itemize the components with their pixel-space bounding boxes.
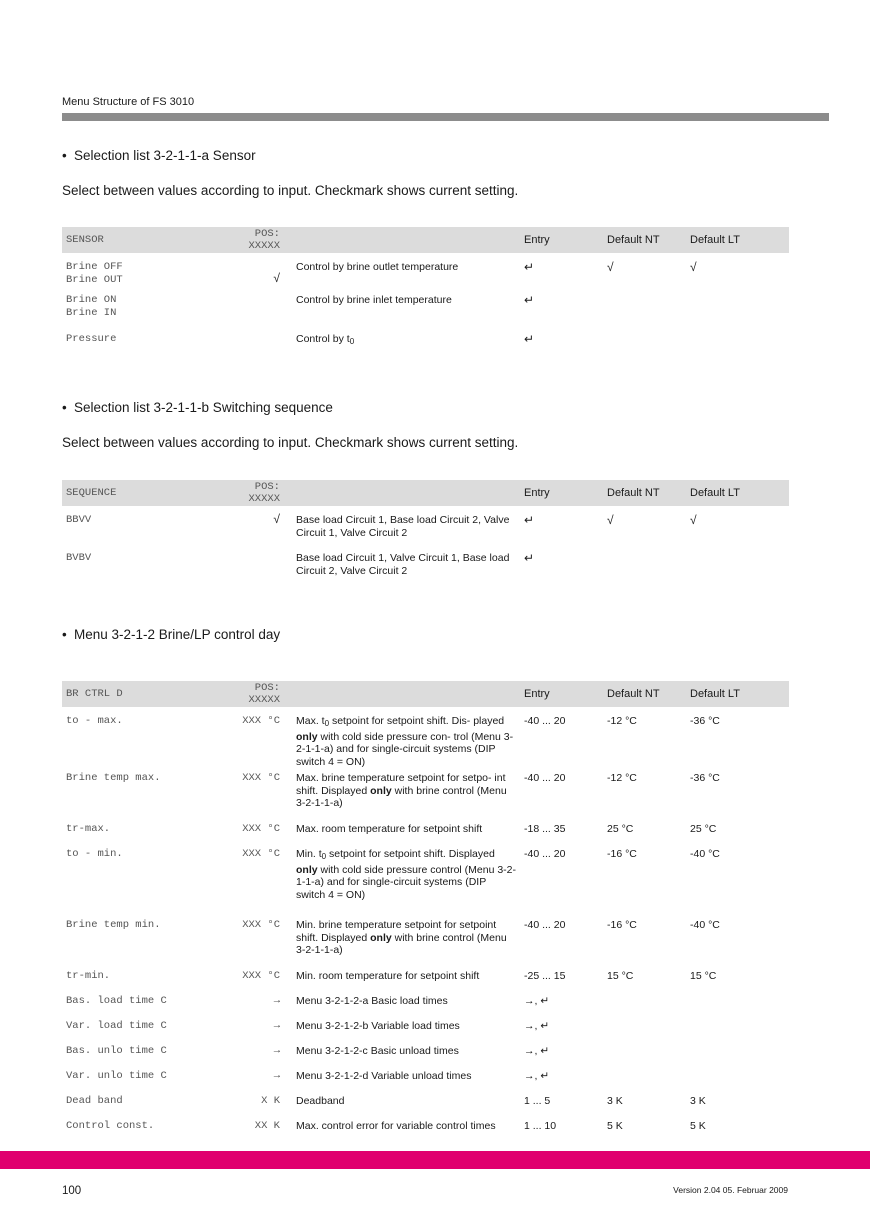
row-pos: → [273, 1020, 280, 1032]
sequence-intro: Select between values according to input. Checkmark shows current setting. [62, 435, 519, 450]
row-entry: →, ↵ [524, 1020, 550, 1032]
row-lt: √ [690, 513, 697, 527]
row-nt: 25 °C [607, 823, 634, 835]
row-name: Pressure [66, 333, 117, 345]
brctrl-section [62, 627, 789, 642]
row-name: Dead band [66, 1095, 123, 1107]
row-lt [690, 1020, 789, 1045]
row-entry: 1 ... 5 [524, 1095, 551, 1107]
row-nt: 3 K [607, 1095, 623, 1107]
brctrl-table-wrap [62, 681, 789, 1145]
row-entry: -40 ... 20 [524, 715, 566, 727]
row-name: BBVV [66, 514, 92, 526]
table-row [62, 1045, 789, 1070]
row-check [222, 292, 296, 329]
row-entry: ↵ [524, 260, 535, 274]
row-name: tr-max. [66, 823, 111, 835]
table-header-row [62, 480, 789, 506]
row-nt [607, 1070, 690, 1095]
row-name: Var. unlo time C [66, 1070, 167, 1082]
row-name: to - min. [66, 848, 123, 860]
col-pos-header: POS: XXXXX [248, 228, 280, 252]
row-nt: -16 °C [607, 848, 637, 860]
table-row [62, 995, 789, 1020]
table-header-row [62, 227, 789, 253]
row-pos: XXX °C [242, 848, 280, 860]
row-name: Bas. unlo time C [66, 1045, 167, 1057]
table-row [62, 823, 789, 848]
row-name: Brine OFF Brine OUT [66, 261, 123, 286]
row-desc: Menu 3-2-1-2-c Basic unload times [296, 1045, 459, 1057]
sensor-intro: Select between values according to input. Checkmark shows current setting. [62, 183, 519, 198]
row-name: Brine ON Brine IN [66, 294, 117, 319]
table-row [62, 292, 789, 329]
row-lt: 5 K [690, 1120, 706, 1132]
row-lt [690, 1070, 789, 1095]
header-rule [62, 113, 829, 121]
sensor-table-wrap [62, 227, 789, 349]
row-entry: -40 ... 20 [524, 772, 566, 784]
row-check: √ [273, 512, 280, 526]
row-pos: XXX °C [242, 919, 280, 931]
row-lt: √ [690, 260, 697, 274]
table-row [62, 772, 789, 823]
row-lt: -40 °C [690, 848, 720, 860]
row-desc: Menu 3-2-1-2-a Basic load times [296, 995, 448, 1007]
row-entry: 1 ... 10 [524, 1120, 557, 1132]
row-nt [607, 1045, 690, 1070]
table-row [62, 1020, 789, 1045]
row-pos: → [273, 995, 280, 1007]
col-nt-header: Default NT [607, 487, 660, 499]
row-nt: √ [607, 260, 614, 274]
col-pos-header: POS: XXXXX [248, 481, 280, 505]
row-entry: -18 ... 35 [524, 823, 566, 835]
table-row [62, 506, 789, 552]
row-entry: -40 ... 20 [524, 919, 566, 931]
col-entry-header: Entry [524, 234, 550, 246]
row-pos: → [273, 1045, 280, 1057]
row-pos: XXX °C [242, 970, 280, 982]
table-row [62, 970, 789, 995]
row-nt: -12 °C [607, 715, 637, 727]
row-lt: 25 °C [690, 823, 717, 835]
table-row [62, 329, 789, 349]
table-row [62, 552, 789, 577]
table-row [62, 919, 789, 970]
col-nt-header: Default NT [607, 234, 660, 246]
col-nt-header: Default NT [607, 688, 660, 700]
row-desc: Max. $t_0$ setpoint for setpoint shift. Dis- played only with cold side pressure con- trol (Menu 3-2-1-1-a) and for single-circuit systems (DIP switch 4 = ON) [296, 715, 514, 768]
row-pos: X K [261, 1095, 280, 1107]
row-desc: Menu 3-2-1-2-b Variable load times [296, 1020, 460, 1032]
sequence-table-wrap [62, 480, 789, 577]
table-row [62, 848, 789, 919]
row-nt [607, 1020, 690, 1045]
sequence-table [62, 480, 789, 577]
row-desc: Base load Circuit 1, Valve Circuit 1, Base load Circuit 2, Valve Circuit 2 [296, 552, 510, 577]
row-desc: Min. room temperature for setpoint shift [296, 970, 480, 982]
table-row [62, 707, 789, 772]
brctrl-table [62, 681, 789, 1145]
row-entry: →, ↵ [524, 1045, 550, 1057]
row-entry: -40 ... 20 [524, 848, 566, 860]
row-name: Brine temp max. [66, 772, 161, 784]
col-pos-header: POS: XXXXX [248, 682, 280, 706]
row-entry: →, ↵ [524, 1070, 550, 1082]
row-desc: Max. control error for variable control times [296, 1120, 496, 1132]
row-desc: Control by $t_0$ [296, 333, 355, 346]
row-pos: → [273, 1070, 280, 1082]
row-name: BVBV [66, 552, 92, 564]
row-lt [690, 995, 789, 1020]
row-lt: -40 °C [690, 919, 720, 931]
row-name: Bas. load time C [66, 995, 167, 1007]
row-entry: ↵ [524, 513, 535, 527]
sequence-section [62, 400, 789, 450]
row-name: Var. load time C [66, 1020, 167, 1032]
row-desc: Max. brine temperature setpoint for setpo- int shift. Displayed only with brine control (Menu 3-2-1-1-a) [296, 772, 507, 809]
page-number: 100 [62, 1185, 82, 1197]
sequence-bullet: • Selection list 3-2-1-1-b Switching sequence [62, 400, 333, 415]
row-entry: →, ↵ [524, 995, 550, 1007]
row-check: √ [273, 271, 280, 285]
row-lt: 15 °C [690, 970, 717, 982]
row-pos: XXX °C [242, 715, 280, 727]
col-name-header: SENSOR [66, 234, 104, 246]
sensor-bullet: • Selection list 3-2-1-1-a Sensor [62, 148, 256, 163]
footer-accent-bar [0, 1151, 870, 1169]
col-name-header: BR CTRL D [66, 688, 123, 700]
row-desc: Control by brine outlet temperature [296, 261, 459, 273]
row-nt: -16 °C [607, 919, 637, 931]
row-name: Control const. [66, 1120, 155, 1132]
col-lt-header: Default LT [690, 688, 740, 700]
sensor-table [62, 227, 789, 349]
row-nt: 5 K [607, 1120, 623, 1132]
brctrl-bullet: • Menu 3-2-1-2 Brine/LP control day [62, 627, 281, 642]
table-row [62, 1120, 789, 1145]
row-desc: Min. $t_0$ setpoint for setpoint shift. Displayed only with cold side pressure control (Menu 3-2-1-1-a) and for single-circuit systems (DIP switch 4 = ON) [296, 848, 517, 901]
row-entry: ↵ [524, 332, 535, 346]
row-entry: ↵ [524, 551, 535, 565]
row-name: Brine temp min. [66, 919, 161, 931]
row-lt: -36 °C [690, 772, 720, 784]
col-desc-header [296, 227, 524, 253]
row-lt [690, 1045, 789, 1070]
row-desc: Control by brine inlet temperature [296, 294, 452, 306]
table-row [62, 253, 789, 292]
row-nt: 15 °C [607, 970, 634, 982]
version-info: Version 2.04 05. Februar 2009 [673, 1185, 788, 1195]
row-entry: -25 ... 15 [524, 970, 566, 982]
row-desc: Max. room temperature for setpoint shift [296, 823, 483, 835]
row-desc: Min. brine temperature setpoint for setpoint shift. Displayed only with brine control (Menu 3-2-1-1-a) [296, 919, 507, 956]
table-header-row [62, 681, 789, 707]
table-row [62, 1095, 789, 1120]
col-lt-header: Default LT [690, 234, 740, 246]
col-entry-header: Entry [524, 487, 550, 499]
row-nt: -12 °C [607, 772, 637, 784]
row-lt: -36 °C [690, 715, 720, 727]
row-entry: ↵ [524, 293, 535, 307]
sensor-section [62, 148, 789, 198]
row-lt: 3 K [690, 1095, 706, 1107]
col-name-header: SEQUENCE [66, 487, 117, 499]
row-pos: XXX °C [242, 823, 280, 835]
col-lt-header: Default LT [690, 487, 740, 499]
row-name: to - max. [66, 715, 123, 727]
table-row [62, 1070, 789, 1095]
row-pos: XXX °C [242, 772, 280, 784]
row-desc: Base load Circuit 1, Base load Circuit 2, Valve Circuit 1, Valve Circuit 2 [296, 514, 510, 539]
col-entry-header: Entry [524, 688, 550, 700]
row-desc: Deadband [296, 1095, 345, 1107]
row-desc: Menu 3-2-1-2-d Variable unload times [296, 1070, 472, 1082]
row-pos: XX K [254, 1120, 280, 1132]
page-header-title: Menu Structure of FS 3010 [62, 96, 195, 108]
row-name: tr-min. [66, 970, 111, 982]
row-nt [607, 995, 690, 1020]
row-nt: √ [607, 513, 614, 527]
